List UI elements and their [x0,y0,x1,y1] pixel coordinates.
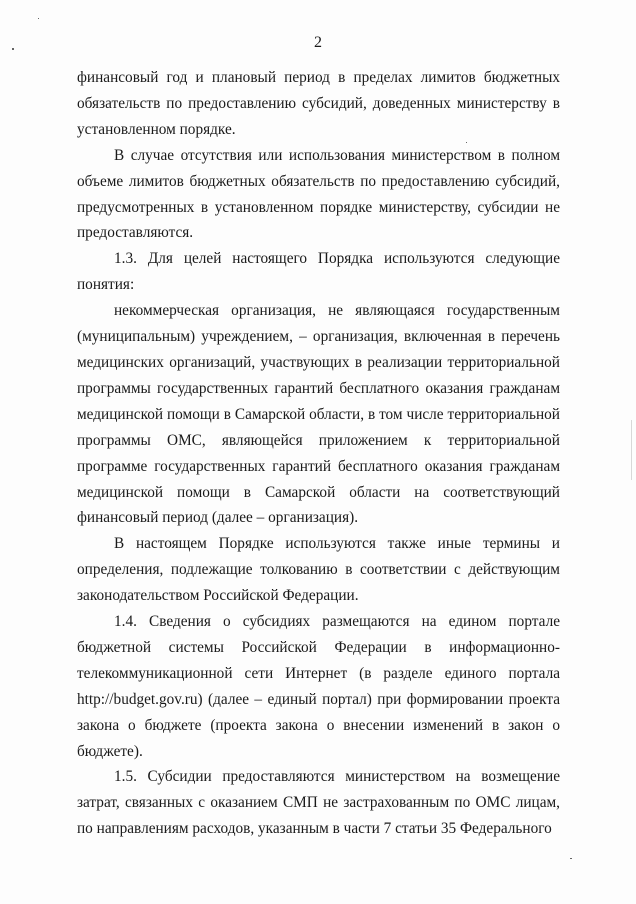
paragraph-other-terms: В настоящем Порядке используются также иные термины и определения, подлежащие толкованию в соответствии с действующим законодательством Российской Федерации. [77,535,560,605]
paragraph-budget-limits: финансовый год и плановый период в пределах лимитов бюджетных обязательств по предоставлению субсидий, доведенных министерству в установленном порядке. [77,69,560,138]
scan-speck [570,858,572,859]
paragraph-1-5-subsidies: 1.5. Субсидии предоставляются министерством на возмещение затрат, связанных с оказанием СМП не застрахованным по ОМС лицам, по направлениям расходов, указанным в части 7 статьи 35 Федерального [77,768,560,838]
paragraph-no-limits: В случае отсутствия или использования министерством в полном объеме лимитов бюджетных обязательств по предоставлению субсидий, предусмотренных в установленном порядке министерству, субсидии не предоставляются. [77,146,560,242]
scan-speck [12,48,14,50]
document-body [77,65,560,842]
paragraph-1-3-definitions: 1.3. Для целей настоящего Порядка используются следующие понятия: [77,250,560,294]
scan-speck [466,142,467,143]
paragraph-1-4-portal: 1.4. Сведения о субсидиях размещаются на едином портале бюджетной системы Российской Федерации в информационно-телекоммуникационной сети Интернет (в разделе единого портала http://budget.gov.ru) (далее – единый портал) при формировании проекта закона о бюджете (проекта закона о внесении изменений в закон о бюджете). [77,613,560,760]
page-number: 2 [314,34,322,51]
paragraph-organization-definition: некоммерческая организация, не являющаяся государственным (муниципальным) учреждением, – организация, включенная в перечень медицинских организаций, участвующих в реализации территориальной программы государственных гарантий бесплатного оказания гражданам медицинской помощи в Самарской области, в том числе территориальной программы ОМС, являющейся приложением к территориальной программе государственных гарантий бесплатного оказания гражданам медицинской помощи в Самарской области на соответствующий финансовый период (далее – организация). [77,302,560,527]
scan-edge-line [631,420,632,480]
scan-speck [38,18,39,19]
